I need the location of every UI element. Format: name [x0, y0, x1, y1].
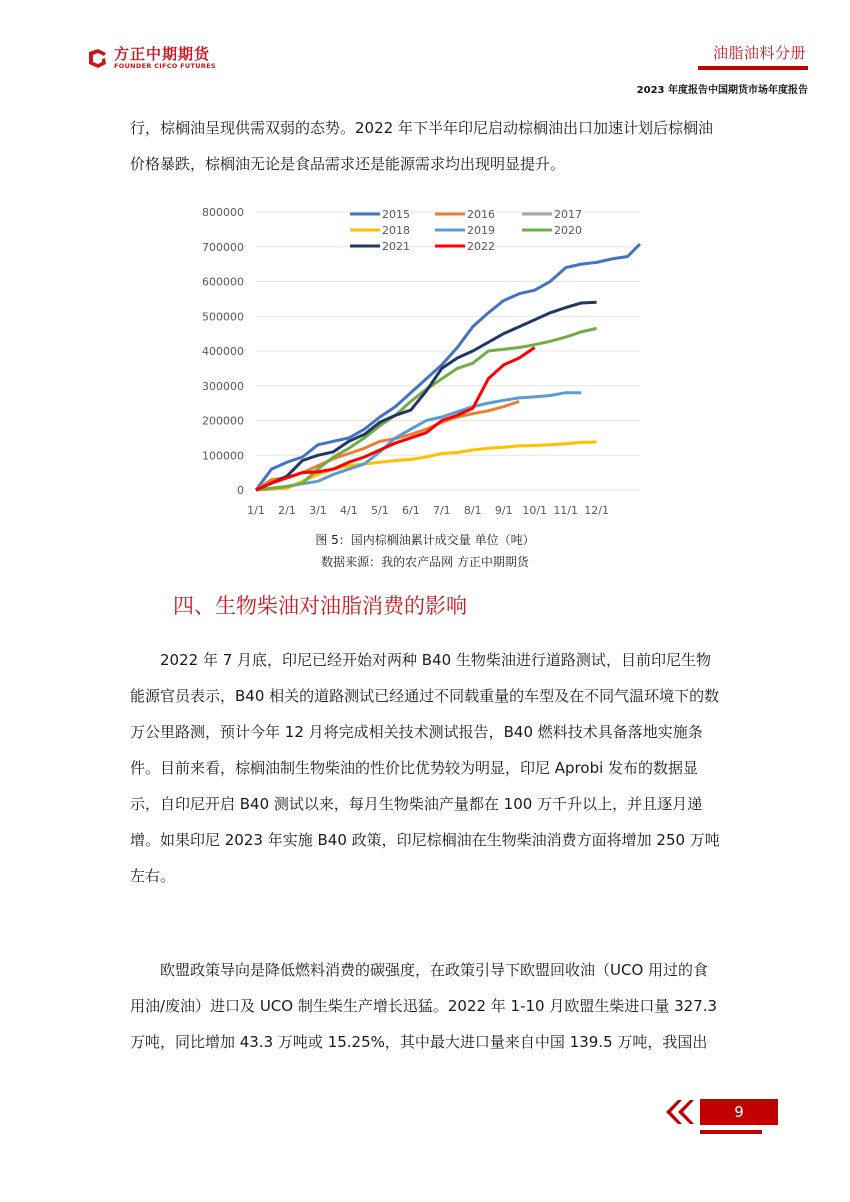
legend-label: 2020	[554, 224, 582, 237]
legend-label: 2022	[467, 240, 495, 253]
section-tag: 油脂油料分册	[712, 44, 806, 62]
x-tick-label: 9/1	[494, 504, 513, 517]
paragraph-eu-policy: 欧盟政策导向是降低燃料消费的碳强度，在政策引导下欧盟回收油（UCO 用过的食用油/废油）进口及 UCO 制生柴生产增长迅猛。2022 年 1-10 月欧盟生柴进口量 327.3 万吨，同比增加 43.3 万吨或 15.25%，其中最大进口量来自中国 139.5 万吨，我国出	[130, 961, 718, 1051]
x-tick-label: 4/1	[340, 504, 358, 517]
paragraph-b40: 2022 年 7 月底，印尼已经开始对两种 B40 生物柴油进行道路测试，目前印尼生物能源官员表示，B40 相关的道路测试已经通过不同载重量的车型及在不同气温环境下的数万公里路测，预计今年 12 月将完成相关技术测试报告，B40 燃料技术具备落地实施条件。目前来看，棕榈油制生物柴油的性价比优势较为明显，印尼 Aprobi 发布的数据显示，自印尼开启 B40 测试以来，每月生物柴油产量都在 100 万千升以上，并且逐月递增。如果印尼 2023 年实施 B40 政策，印尼棕榈油在生物柴油消费方面将增加 250 万吨左右。	[130, 651, 720, 885]
series-line-2022	[256, 348, 535, 491]
y-tick-label: 0	[237, 484, 244, 497]
legend-label: 2019	[467, 224, 495, 237]
palm-oil-cumulative-volume-chart	[190, 200, 660, 525]
figure-source: 数据来源：我的农产品网 方正中期期货	[321, 555, 529, 569]
logo-chinese-name: 方正中期期货	[114, 45, 211, 63]
y-tick-label: 800000	[202, 206, 244, 219]
y-tick-label: 400000	[202, 345, 244, 358]
legend-label: 2016	[467, 208, 495, 221]
x-tick-label: 7/1	[432, 504, 451, 517]
legend-label: 2015	[382, 208, 410, 221]
x-tick-label: 10/1	[522, 504, 548, 517]
header-section-tag	[713, 42, 808, 63]
y-tick-label: 500000	[202, 310, 244, 324]
x-tick-label: 11/1	[553, 504, 579, 517]
legend-label: 2018	[382, 224, 410, 237]
figure-caption: 图 5：国内棕榈油累计成交量 单位（吨）	[315, 533, 535, 547]
x-tick-label: 2/1	[278, 504, 296, 517]
series-line-2020	[256, 328, 597, 490]
page-number: 9	[700, 1099, 778, 1125]
report-title: 2023 年度报告中国期货市场年度报告	[636, 85, 808, 96]
y-tick-label: 700000	[202, 240, 244, 254]
section-heading: 四、生物柴油对油脂消费的影响	[173, 594, 467, 618]
paragraph-intro: 行，棕榈油呈现供需双弱的态势。2022 年下半年印尼启动棕榈油出口加速计划后棕榈油价格暴跌，棕榈油无论是食品需求还是能源需求均出现明显提升。	[130, 119, 713, 173]
y-tick-label: 100000	[202, 449, 244, 463]
x-tick-label: 12/1	[584, 504, 609, 517]
line-chart	[190, 200, 660, 525]
x-tick-label: 1/1	[247, 504, 265, 517]
x-tick-label: 6/1	[401, 504, 420, 517]
x-tick-label: 3/1	[309, 504, 327, 517]
y-tick-label: 300000	[202, 379, 244, 393]
legend-label: 2021	[382, 240, 410, 253]
company-logo	[86, 46, 216, 70]
x-tick-label: 5/1	[371, 504, 389, 517]
series-line-2019	[256, 393, 581, 490]
y-tick-label: 200000	[202, 414, 244, 428]
legend-label: 2017	[554, 208, 582, 221]
header-divider	[698, 66, 808, 70]
y-tick-label: 600000	[202, 275, 244, 289]
double-chevron-left-icon	[664, 1098, 696, 1130]
footer-divider	[700, 1130, 762, 1134]
logo-english-name: FOUNDER CIFCO FUTURES	[114, 62, 216, 70]
logo-mark-icon	[86, 47, 108, 69]
x-tick-label: 8/1	[463, 504, 482, 517]
